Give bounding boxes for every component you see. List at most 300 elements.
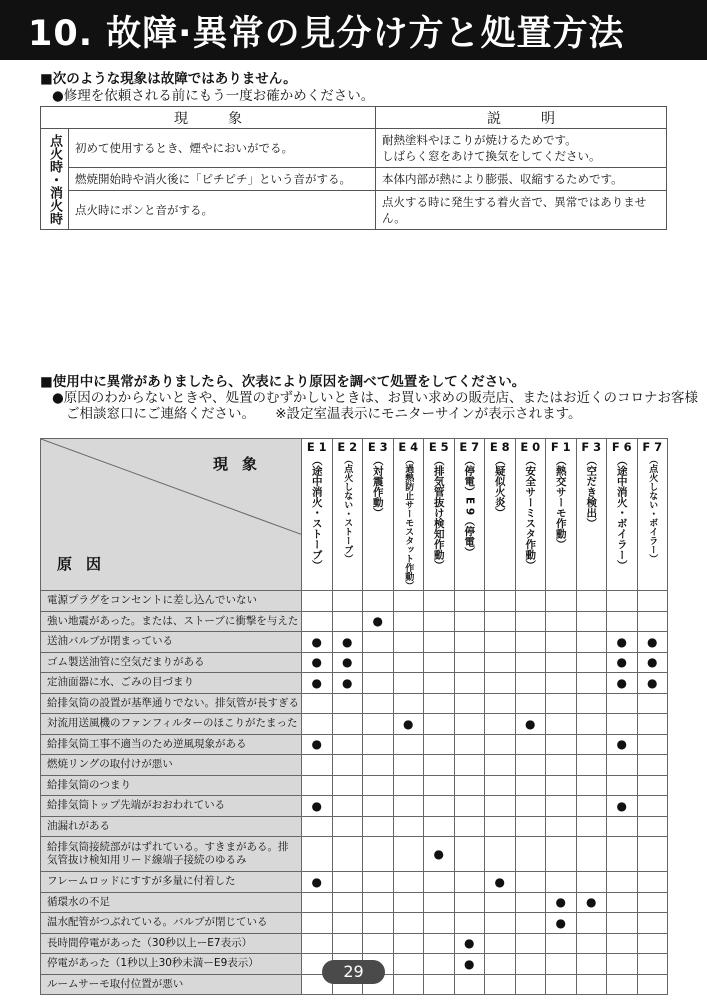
mark-cell bbox=[515, 837, 546, 872]
mark-cell bbox=[485, 611, 516, 632]
page-title: 10. 故障·異常の見分け方と処置方法 bbox=[28, 14, 625, 54]
mark-cell bbox=[302, 611, 333, 632]
mark-cell bbox=[546, 872, 577, 893]
mark-cell bbox=[515, 933, 546, 954]
mark-cell bbox=[363, 796, 394, 817]
mark-cell bbox=[515, 974, 546, 995]
phenomenon-cell: 初めて使用するとき、煙やにおいがでる。 bbox=[69, 129, 376, 168]
cause-row bbox=[41, 673, 668, 694]
mark-cell bbox=[424, 816, 455, 837]
explanation-cell: 耐熱塗料やほこりが焼けるためです。 しばらく窓をあけて換気をしてください。 bbox=[376, 129, 667, 168]
mark-dot: ● bbox=[637, 673, 668, 694]
error-code: F 1 bbox=[550, 440, 571, 454]
cause-text: 給排気筒の設置が基準通りでない。排気管が長すぎる bbox=[41, 693, 302, 714]
mark-cell bbox=[332, 775, 363, 796]
mark-cell bbox=[363, 913, 394, 934]
mark-cell bbox=[424, 892, 455, 913]
mark-cell bbox=[546, 693, 577, 714]
mark-cell bbox=[485, 632, 516, 653]
error-code-header bbox=[485, 439, 516, 591]
mark-cell bbox=[515, 632, 546, 653]
mark-dot: ● bbox=[637, 652, 668, 673]
mark-cell bbox=[424, 611, 455, 632]
mark-cell bbox=[332, 913, 363, 934]
mark-cell bbox=[393, 652, 424, 673]
mark-cell bbox=[607, 693, 638, 714]
mark-cell bbox=[363, 816, 394, 837]
mark-cell bbox=[393, 837, 424, 872]
mark-cell bbox=[637, 714, 668, 735]
mark-cell bbox=[454, 872, 485, 893]
mark-cell bbox=[424, 591, 455, 612]
cause-row bbox=[41, 611, 668, 632]
mark-cell bbox=[454, 892, 485, 913]
mark-cell bbox=[332, 837, 363, 872]
mark-cell bbox=[546, 591, 577, 612]
mark-cell bbox=[332, 892, 363, 913]
mark-cell bbox=[546, 933, 577, 954]
mark-cell bbox=[637, 892, 668, 913]
mark-cell bbox=[332, 591, 363, 612]
mark-cell bbox=[576, 954, 607, 975]
mark-cell bbox=[302, 933, 333, 954]
cause-row bbox=[41, 652, 668, 673]
column-header-explanation: 説明 bbox=[376, 107, 667, 129]
mark-cell bbox=[515, 591, 546, 612]
mark-cell bbox=[515, 796, 546, 817]
mark-cell bbox=[332, 816, 363, 837]
cause-row bbox=[41, 872, 668, 893]
mark-cell bbox=[607, 775, 638, 796]
cause-text: 電源プラグをコンセントに差し込んでいない bbox=[41, 591, 302, 612]
mark-cell bbox=[607, 954, 638, 975]
mark-cell bbox=[424, 673, 455, 694]
not-fault-row bbox=[41, 168, 667, 191]
mark-cell bbox=[393, 611, 424, 632]
cause-text: 送油バルブが閉まっている bbox=[41, 632, 302, 653]
mark-cell bbox=[424, 755, 455, 776]
mark-cell bbox=[393, 933, 424, 954]
mark-cell bbox=[485, 775, 516, 796]
mark-cell bbox=[607, 974, 638, 995]
mark-cell bbox=[576, 652, 607, 673]
error-code-header bbox=[424, 439, 455, 591]
error-code: E 8 bbox=[489, 440, 510, 454]
mark-cell bbox=[302, 755, 333, 776]
mark-cell bbox=[607, 933, 638, 954]
mark-cell bbox=[424, 652, 455, 673]
error-code-header bbox=[332, 439, 363, 591]
cause-table bbox=[40, 438, 668, 995]
mark-cell bbox=[363, 755, 394, 776]
error-code-header bbox=[637, 439, 668, 591]
mark-cell bbox=[546, 755, 577, 776]
cause-text: 停電があった（1秒以上30秒未満ーE9表示） bbox=[41, 954, 302, 975]
mark-cell bbox=[515, 872, 546, 893]
mark-cell bbox=[546, 974, 577, 995]
mark-cell bbox=[302, 913, 333, 934]
mark-cell bbox=[515, 673, 546, 694]
mark-dot: ● bbox=[332, 652, 363, 673]
mark-cell bbox=[546, 632, 577, 653]
section2-subtext-1: ●原因のわからないときや、処置のむずかしいときは、お買い求めの販売店、またはお近くのコロナお客様 bbox=[52, 390, 699, 406]
mark-cell bbox=[546, 734, 577, 755]
mark-cell bbox=[607, 837, 638, 872]
mark-dot: ● bbox=[607, 796, 638, 817]
mark-cell bbox=[393, 734, 424, 755]
mark-cell bbox=[454, 714, 485, 735]
error-code-header bbox=[393, 439, 424, 591]
mark-cell bbox=[546, 837, 577, 872]
mark-cell bbox=[576, 693, 607, 714]
mark-cell bbox=[332, 933, 363, 954]
cause-text: 給排気筒工事不適当のため逆風現象がある bbox=[41, 734, 302, 755]
mark-dot: ● bbox=[576, 892, 607, 913]
mark-cell bbox=[515, 652, 546, 673]
mark-dot: ● bbox=[546, 892, 577, 913]
mark-cell bbox=[546, 652, 577, 673]
mark-cell bbox=[302, 892, 333, 913]
mark-cell bbox=[637, 872, 668, 893]
mark-cell bbox=[332, 611, 363, 632]
cause-row bbox=[41, 796, 668, 817]
mark-cell bbox=[454, 652, 485, 673]
mark-cell bbox=[454, 837, 485, 872]
mark-cell bbox=[607, 913, 638, 934]
mark-cell bbox=[546, 714, 577, 735]
cause-text: 給排気筒接続部がはずれている。すきまがある。排気管抜け検知用リード線端子接続のゆるみ bbox=[41, 837, 302, 872]
mark-cell bbox=[485, 796, 516, 817]
error-code: E 1 bbox=[306, 440, 327, 454]
mark-dot: ● bbox=[302, 673, 333, 694]
mark-cell bbox=[607, 714, 638, 735]
cause-row bbox=[41, 755, 668, 776]
cause-row bbox=[41, 816, 668, 837]
mark-cell bbox=[607, 591, 638, 612]
cause-row bbox=[41, 775, 668, 796]
mark-cell bbox=[454, 796, 485, 817]
mark-cell bbox=[576, 673, 607, 694]
mark-cell bbox=[454, 913, 485, 934]
cause-row bbox=[41, 734, 668, 755]
error-code-description: （停電）E 9（停電） bbox=[463, 455, 476, 558]
header-phenomenon: 現象 bbox=[212, 455, 271, 473]
error-code: F 3 bbox=[581, 440, 602, 454]
mark-cell bbox=[332, 734, 363, 755]
mark-dot: ● bbox=[363, 611, 394, 632]
error-code: E 5 bbox=[428, 440, 449, 454]
mark-dot: ● bbox=[454, 954, 485, 975]
mark-dot: ● bbox=[607, 652, 638, 673]
mark-cell bbox=[515, 913, 546, 934]
cause-row bbox=[41, 892, 668, 913]
mark-cell bbox=[485, 714, 516, 735]
mark-cell bbox=[363, 734, 394, 755]
mark-cell bbox=[637, 755, 668, 776]
cause-row bbox=[41, 632, 668, 653]
section2-heading: ■使用中に異常がありましたら、次表により原因を調べて処置をしてください。 bbox=[40, 374, 526, 390]
mark-cell bbox=[637, 816, 668, 837]
mark-dot: ● bbox=[546, 913, 577, 934]
mark-cell bbox=[454, 673, 485, 694]
mark-cell bbox=[454, 611, 485, 632]
mark-dot: ● bbox=[332, 632, 363, 653]
not-fault-table bbox=[40, 106, 667, 230]
mark-cell bbox=[302, 837, 333, 872]
mark-cell bbox=[576, 796, 607, 817]
error-code-header bbox=[363, 439, 394, 591]
mark-cell bbox=[485, 652, 516, 673]
mark-dot: ● bbox=[607, 673, 638, 694]
explanation-cell: 本体内部が熱により膨張、収縮するためです。 bbox=[376, 168, 667, 191]
mark-cell bbox=[546, 954, 577, 975]
mark-cell bbox=[485, 974, 516, 995]
mark-cell bbox=[363, 652, 394, 673]
error-code-description: （途中消火・ボイラー） bbox=[615, 455, 628, 571]
mark-cell bbox=[454, 775, 485, 796]
mark-cell bbox=[485, 837, 516, 872]
mark-cell bbox=[607, 755, 638, 776]
mark-cell bbox=[546, 775, 577, 796]
mark-cell bbox=[576, 775, 607, 796]
mark-cell bbox=[393, 693, 424, 714]
mark-cell bbox=[637, 913, 668, 934]
error-code-description: （空だき検出） bbox=[585, 455, 598, 529]
mark-cell bbox=[332, 714, 363, 735]
mark-cell bbox=[393, 775, 424, 796]
cause-text: ルームサーモ取付位置が悪い bbox=[41, 974, 302, 995]
mark-cell bbox=[363, 714, 394, 735]
mark-cell bbox=[363, 673, 394, 694]
column-header-phenomenon: 現象 bbox=[41, 107, 376, 129]
mark-cell bbox=[607, 892, 638, 913]
mark-cell bbox=[363, 591, 394, 612]
mark-cell bbox=[637, 796, 668, 817]
mark-dot: ● bbox=[302, 796, 333, 817]
mark-cell bbox=[454, 734, 485, 755]
mark-cell bbox=[485, 954, 516, 975]
error-code-header bbox=[515, 439, 546, 591]
mark-dot: ● bbox=[302, 872, 333, 893]
mark-cell bbox=[332, 755, 363, 776]
mark-cell bbox=[515, 611, 546, 632]
mark-cell bbox=[637, 837, 668, 872]
mark-cell bbox=[424, 974, 455, 995]
cause-text: フレームロッドにすすが多量に付着した bbox=[41, 872, 302, 893]
mark-dot: ● bbox=[607, 734, 638, 755]
cause-row bbox=[41, 933, 668, 954]
cause-row bbox=[41, 591, 668, 612]
error-code: E 3 bbox=[367, 440, 388, 454]
mark-cell bbox=[485, 734, 516, 755]
mark-cell bbox=[546, 796, 577, 817]
mark-dot: ● bbox=[485, 872, 516, 893]
cause-row bbox=[41, 837, 668, 872]
mark-cell bbox=[393, 954, 424, 975]
not-fault-row bbox=[41, 191, 667, 230]
mark-cell bbox=[393, 892, 424, 913]
mark-cell bbox=[393, 591, 424, 612]
mark-cell bbox=[637, 933, 668, 954]
mark-cell bbox=[607, 816, 638, 837]
explanation-cell: 点火する時に発生する着火音で、異常ではありません。 bbox=[376, 191, 667, 230]
error-code-description: （途中消火・ストーブ） bbox=[310, 455, 323, 571]
mark-dot: ● bbox=[454, 933, 485, 954]
mark-cell bbox=[576, 714, 607, 735]
mark-cell bbox=[576, 872, 607, 893]
mark-cell bbox=[393, 913, 424, 934]
mark-cell bbox=[637, 693, 668, 714]
mark-cell bbox=[576, 734, 607, 755]
mark-cell bbox=[332, 693, 363, 714]
mark-cell bbox=[485, 693, 516, 714]
mark-cell bbox=[576, 591, 607, 612]
cause-text: 対流用送風機のファンフィルターのほこりがたまった bbox=[41, 714, 302, 735]
header-cause: 原因 bbox=[57, 555, 116, 573]
mark-cell bbox=[637, 591, 668, 612]
mark-dot: ● bbox=[393, 714, 424, 735]
mark-cell bbox=[424, 714, 455, 735]
cause-row bbox=[41, 714, 668, 735]
mark-cell bbox=[454, 974, 485, 995]
mark-cell bbox=[546, 816, 577, 837]
mark-cell bbox=[424, 933, 455, 954]
mark-cell bbox=[576, 913, 607, 934]
mark-cell bbox=[607, 872, 638, 893]
mark-cell bbox=[393, 632, 424, 653]
error-code-description: （排気管抜け検知作動） bbox=[432, 455, 445, 571]
cause-row bbox=[41, 693, 668, 714]
mark-cell bbox=[454, 755, 485, 776]
mark-cell bbox=[576, 816, 607, 837]
error-code: F 6 bbox=[611, 440, 632, 454]
mark-dot: ● bbox=[332, 673, 363, 694]
error-code-description: （点火しない・ボイラー） bbox=[647, 455, 658, 563]
mark-cell bbox=[393, 673, 424, 694]
mark-cell bbox=[302, 714, 333, 735]
mark-cell bbox=[576, 611, 607, 632]
mark-cell bbox=[424, 954, 455, 975]
section2-subtext-2: ご相談窓口にご連絡ください。 ※設定室温表示にモニターサインが表示されます。 bbox=[66, 406, 582, 422]
mark-cell bbox=[424, 775, 455, 796]
mark-cell bbox=[424, 796, 455, 817]
error-code-description: （安全サーミスタ作動） bbox=[524, 455, 537, 571]
mark-cell bbox=[302, 775, 333, 796]
error-code-description: （疑似火炎） bbox=[493, 455, 506, 518]
cause-text: 温水配管がつぶれている。バルブが閉じている bbox=[41, 913, 302, 934]
mark-cell bbox=[515, 775, 546, 796]
mark-cell bbox=[363, 872, 394, 893]
cause-text: 強い地震があった。または、ストーブに衝撃を与えた bbox=[41, 611, 302, 632]
error-code: E 4 bbox=[398, 440, 419, 454]
mark-cell bbox=[576, 974, 607, 995]
cause-text: 給排気筒のつまり bbox=[41, 775, 302, 796]
mark-dot: ● bbox=[637, 632, 668, 653]
header-corner bbox=[41, 439, 302, 591]
mark-dot: ● bbox=[302, 632, 333, 653]
mark-cell bbox=[576, 837, 607, 872]
mark-cell bbox=[363, 933, 394, 954]
section1-heading: ■次のような現象は故障ではありません。 bbox=[40, 71, 297, 87]
mark-cell bbox=[363, 775, 394, 796]
mark-cell bbox=[515, 755, 546, 776]
mark-cell bbox=[454, 591, 485, 612]
error-code-description: （熱交サーモ作動） bbox=[554, 455, 567, 550]
mark-cell bbox=[637, 974, 668, 995]
mark-cell bbox=[393, 755, 424, 776]
mark-cell bbox=[637, 734, 668, 755]
mark-cell bbox=[393, 796, 424, 817]
mark-cell bbox=[454, 632, 485, 653]
mark-cell bbox=[515, 816, 546, 837]
mark-cell bbox=[302, 693, 333, 714]
mark-cell bbox=[485, 591, 516, 612]
error-code: F 7 bbox=[642, 440, 663, 454]
mark-cell bbox=[576, 632, 607, 653]
cause-text: 給排気筒トップ先端がおおわれている bbox=[41, 796, 302, 817]
error-code-header bbox=[576, 439, 607, 591]
error-code-header bbox=[607, 439, 638, 591]
mark-cell bbox=[393, 816, 424, 837]
mark-cell bbox=[515, 693, 546, 714]
mark-cell bbox=[515, 892, 546, 913]
mark-cell bbox=[302, 816, 333, 837]
mark-dot: ● bbox=[424, 837, 455, 872]
mark-cell bbox=[515, 954, 546, 975]
mark-cell bbox=[363, 837, 394, 872]
mark-cell bbox=[546, 673, 577, 694]
section1-subtext: ●修理を依頼される前にもう一度お確かめください。 bbox=[52, 88, 375, 104]
mark-cell bbox=[332, 872, 363, 893]
mark-cell bbox=[332, 796, 363, 817]
mark-dot: ● bbox=[607, 632, 638, 653]
mark-cell bbox=[485, 913, 516, 934]
mark-cell bbox=[637, 611, 668, 632]
phenomenon-cell: 点火時にポンと音がする。 bbox=[69, 191, 376, 230]
mark-dot: ● bbox=[515, 714, 546, 735]
mark-cell bbox=[424, 693, 455, 714]
title-bar bbox=[0, 0, 707, 60]
mark-cell bbox=[424, 913, 455, 934]
cause-text: 油漏れがある bbox=[41, 816, 302, 837]
mark-cell bbox=[454, 693, 485, 714]
mark-dot: ● bbox=[302, 652, 333, 673]
mark-cell bbox=[363, 693, 394, 714]
error-code: E 0 bbox=[520, 440, 541, 454]
mark-cell bbox=[363, 632, 394, 653]
error-code-description: （点火しない・ストーブ） bbox=[342, 455, 353, 563]
row-group-label: 点火時・消火時 bbox=[41, 129, 69, 230]
phenomenon-cell: 燃焼開始時や消火後に「ピチピチ」という音がする。 bbox=[69, 168, 376, 191]
mark-cell bbox=[393, 872, 424, 893]
mark-cell bbox=[637, 775, 668, 796]
mark-cell bbox=[515, 734, 546, 755]
cause-text: ゴム製送油管に空気だまりがある bbox=[41, 652, 302, 673]
mark-cell bbox=[424, 872, 455, 893]
mark-cell bbox=[546, 611, 577, 632]
mark-cell bbox=[576, 755, 607, 776]
mark-cell bbox=[485, 933, 516, 954]
mark-cell bbox=[424, 734, 455, 755]
error-code-description: （対震作動） bbox=[371, 455, 384, 518]
mark-dot: ● bbox=[302, 734, 333, 755]
error-code-header bbox=[302, 439, 333, 591]
mark-cell bbox=[637, 954, 668, 975]
error-code-header bbox=[546, 439, 577, 591]
error-code-header bbox=[454, 439, 485, 591]
not-fault-row bbox=[41, 129, 667, 168]
cause-text: 長時間停電があった（30秒以上ーE7表示） bbox=[41, 933, 302, 954]
